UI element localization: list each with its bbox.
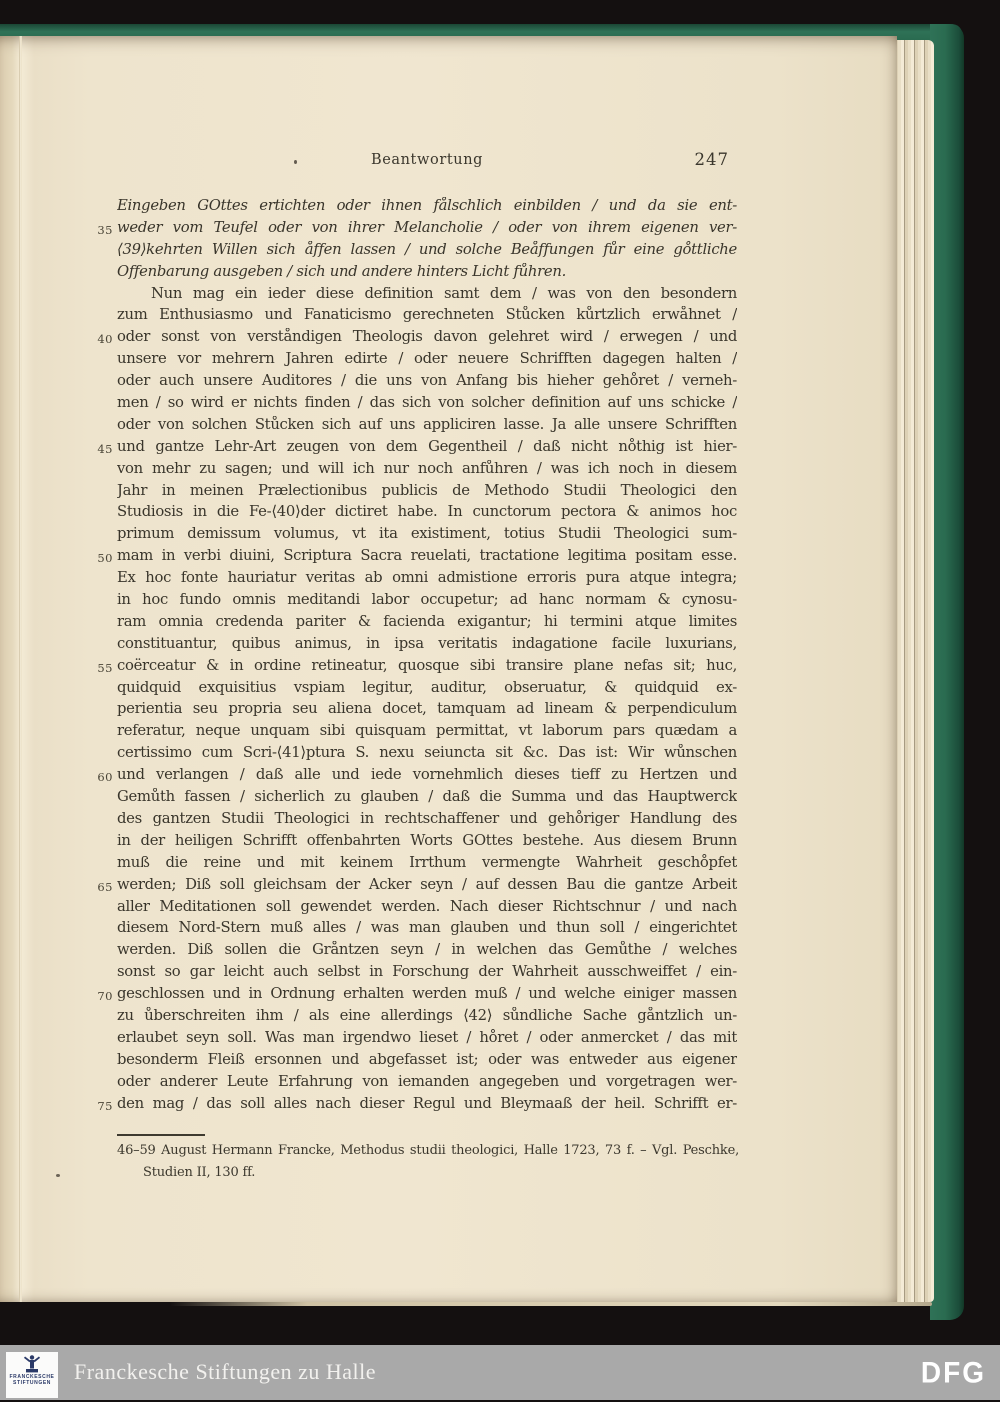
text-line <box>95 372 740 394</box>
text-line-content: Ex hoc fonte hauriatur veritas ab omni admistione erroris pura atque integra; <box>117 569 737 587</box>
text-block <box>95 197 740 1116</box>
footer-bar <box>0 1345 1000 1400</box>
text-line-content: Offenbarung ausgeben / sich und andere hinters Licht fůhren. <box>117 262 566 280</box>
text-line-content: aller Meditationen soll gewendet werden. Nach dieser Richtschnur / und nach <box>117 897 737 915</box>
text-line <box>95 503 740 525</box>
text-line-content: des gantzen Studii Theologici in rechtschaffener und geho̊riger Handlung des <box>117 809 737 827</box>
book-cover-right-edge <box>930 24 964 1320</box>
text-line-content: werden. Diß sollen die Gråntzen seyn / in welchen das Gemůthe / welches <box>117 941 737 959</box>
text-line-content: muß die reine und mit keinem Irrthum vermengte Wahrheit gescho̊pfet <box>117 853 737 871</box>
text-line <box>95 394 740 416</box>
text-line-content: zu ůberschreiten ihm / als eine allerdings ⟨42⟩ sůndliche Sache gåntzlich un- <box>117 1006 737 1024</box>
text-line <box>95 679 740 701</box>
text-line <box>95 591 740 613</box>
text-line-content: perientia seu propria seu aliena docet, tamquam ad lineam & perpendiculum <box>117 700 737 718</box>
text-line <box>95 788 740 810</box>
text-line <box>95 460 740 482</box>
text-line <box>95 328 740 350</box>
text-line <box>95 876 740 898</box>
text-line <box>95 832 740 854</box>
text-line <box>95 985 740 1007</box>
text-line-content: oder sonst von verståndigen Theologis davon gelehret wird / erwegen / und <box>117 328 737 346</box>
institution-name: Franckesche Stiftungen zu Halle <box>74 1359 377 1384</box>
line-number: 40 <box>97 332 113 347</box>
text-line-content: ⟨39⟩kehrten Willen sich åffen lassen / und solche Beåffungen fůr eine go̊ttliche <box>117 240 737 258</box>
text-line-content: besonderm Fleiß ersonnen und abgefasset ist; oder was entweder aus eigener <box>117 1050 737 1068</box>
line-number: 70 <box>97 989 113 1004</box>
text-line <box>95 569 740 591</box>
book-page <box>0 36 897 1302</box>
text-line-content: oder von solchen Stůcken sich auf uns appliciren lasse. Ja alle unsere Schrifften <box>117 415 737 433</box>
text-line <box>95 482 740 504</box>
text-line <box>95 1007 740 1029</box>
ink-speck <box>294 160 297 164</box>
text-line <box>95 744 740 766</box>
text-line <box>95 700 740 722</box>
text-line-content: unsere vor mehrern Jahren edirte / oder neuere Schrifften dagegen halten / <box>117 350 737 368</box>
text-line <box>95 416 740 438</box>
text-line-content: den mag / das soll alles nach dieser Regul und Bleymaaß der heil. Schrifft er- <box>117 1094 737 1112</box>
text-line-content: erlaubet seyn soll. Was man irgendwo lieset / ho̊ret / oder anmercket / das mit <box>117 1028 737 1046</box>
page-gutter-fold <box>19 36 22 1302</box>
text-line-content: werden; Diß soll gleichsam der Acker seyn / auf dessen Bau die gantze Arbeit <box>117 875 737 893</box>
text-line-content: certissimo cum Scri-⟨41⟩ptura S. nexu seiuncta sit &c. Das ist: Wir wůnschen <box>117 744 737 762</box>
text-line-content: oder auch unsere Auditores / die uns von Anfang bis hieher geho̊ret / verneh- <box>117 372 737 390</box>
text-line-content: und gantze Lehr-Art zeugen von dem Gegentheil / daß nicht no̊thig ist hier- <box>117 437 737 455</box>
text-line-content: zum Enthusiasmo und Fanaticismo gerechneten Stůcken kůrtzlich erwåhnet / <box>117 306 737 324</box>
text-line <box>95 1029 740 1051</box>
line-number: 55 <box>97 660 113 675</box>
line-number: 50 <box>97 551 113 566</box>
text-line-content: in der heiligen Schrifft offenbahrten Worts GOttes bestehe. Aus diesem Brunn <box>117 831 737 849</box>
franckesche-logo <box>6 1352 58 1398</box>
text-line-content: in hoc fundo omnis meditandi labor occupetur; ad hanc normam & cynosu- <box>117 591 737 609</box>
text-line <box>95 941 740 963</box>
running-header <box>117 152 737 172</box>
text-line-content: referatur, neque unquam sibi quisquam permittat, vt laborum pars quædam a <box>117 722 737 740</box>
text-line-content: geschlossen und in Ordnung erhalten werden muß / und welche einiger massen <box>117 985 737 1003</box>
line-number: 35 <box>97 222 113 237</box>
text-line <box>95 241 740 263</box>
text-line <box>95 285 740 307</box>
text-line <box>95 263 740 285</box>
page-number: 247 <box>694 150 729 169</box>
footnote-line: 46–59 August Hermann Francke, Methodus studii theologici, Halle 1723, 73 f. – Vgl. Peschke, <box>117 1143 739 1158</box>
text-line <box>95 854 740 876</box>
text-line-content: diesem Nord-Stern muß alles / was man glauben und thun soll / eingerichtet <box>117 919 737 937</box>
text-line-content: men / so wird er nichts finden / das sich von solcher definition auf uns schicke / <box>117 394 737 412</box>
text-line <box>95 1073 740 1095</box>
text-line <box>95 963 740 985</box>
text-line-content: oder anderer Leute Erfahrung von iemanden angegeben und vorgetragen wer- <box>117 1072 737 1090</box>
text-line-content: Gemůth fassen / sicherlich zu glauben / daß die Summa und das Hauptwerck <box>117 788 737 806</box>
text-line <box>95 197 740 219</box>
page-bottom-edge <box>170 1302 932 1306</box>
franckesche-logo-icon <box>21 1354 43 1374</box>
text-line-content: Studiosis in die Fe-⟨40⟩der dictiret habe. In cunctorum pectora & animos hoc <box>117 503 737 521</box>
text-line <box>95 219 740 241</box>
text-line-content: Nun mag ein ieder diese definition samt dem / was von den besondern <box>151 284 737 302</box>
text-line <box>95 350 740 372</box>
text-line-content: weder vom Teufel oder von ihrer Melancholie / oder von ihrem eigenen ver- <box>117 218 737 236</box>
footnote-line: Studien II, 130 ff. <box>143 1165 256 1180</box>
text-line <box>95 525 740 547</box>
text-line <box>95 657 740 679</box>
dfg-logo: DFG <box>920 1356 986 1389</box>
line-number: 60 <box>97 770 113 785</box>
text-line-content: quidquid exquisitius vspiam legitur, auditur, obseruatur, & quidquid ex- <box>117 678 737 696</box>
footnote-rule <box>117 1134 205 1136</box>
text-line <box>95 898 740 920</box>
running-title: Beantwortung <box>370 152 484 168</box>
logo-caption-line1: FRANCKESCHE <box>9 1374 55 1380</box>
text-line <box>95 635 740 657</box>
text-line-content: sonst so gar leicht auch selbst in Forschung der Wahrheit ausschweiffet / ein- <box>117 963 737 981</box>
text-line <box>95 722 740 744</box>
text-line-content: von mehr zu sagen; und will ich nur noch anfůhren / was ich noch in diesem <box>117 459 737 477</box>
text-line-content: Eingeben GOttes ertichten oder ihnen fålschlich einbilden / und da sie ent- <box>117 197 737 214</box>
text-line <box>95 306 740 328</box>
footnote <box>117 1132 739 1187</box>
text-line <box>95 810 740 832</box>
text-line <box>95 1051 740 1073</box>
text-line-content: und verlangen / daß alle und iede vornehmlich dieses tieff zu Hertzen und <box>117 766 737 784</box>
text-line-content: mam in verbi diuini, Scriptura Sacra reuelati, tractatione legitima positam esse. <box>117 547 737 565</box>
text-line-content: primum demissum volumus, vt ita existiment, totius Studii Theologici sum- <box>117 525 737 543</box>
text-line-content: Jahr in meinen Prælectionibus publicis de Methodo Studii Theologici den <box>117 481 737 499</box>
line-number: 45 <box>97 441 113 456</box>
text-line <box>95 547 740 569</box>
text-line <box>95 613 740 635</box>
text-line <box>95 438 740 460</box>
ink-speck <box>56 1174 60 1177</box>
text-line-content: constituantur, quibus animus, in ipsa veritatis indagatione facile luxurians, <box>117 634 737 652</box>
line-number: 65 <box>97 879 113 894</box>
text-line <box>95 766 740 788</box>
text-line <box>95 1095 740 1117</box>
logo-caption-line2: STIFTUNGEN <box>13 1380 51 1386</box>
text-line-content: coërceatur & in ordine retineatur, quosque sibi transire plane nefas sit; huc, <box>117 656 737 674</box>
text-line-content: ram omnia credenda pariter & facienda exigantur; hi termini atque limites <box>117 612 737 630</box>
line-number: 75 <box>97 1098 113 1113</box>
text-line <box>95 919 740 941</box>
